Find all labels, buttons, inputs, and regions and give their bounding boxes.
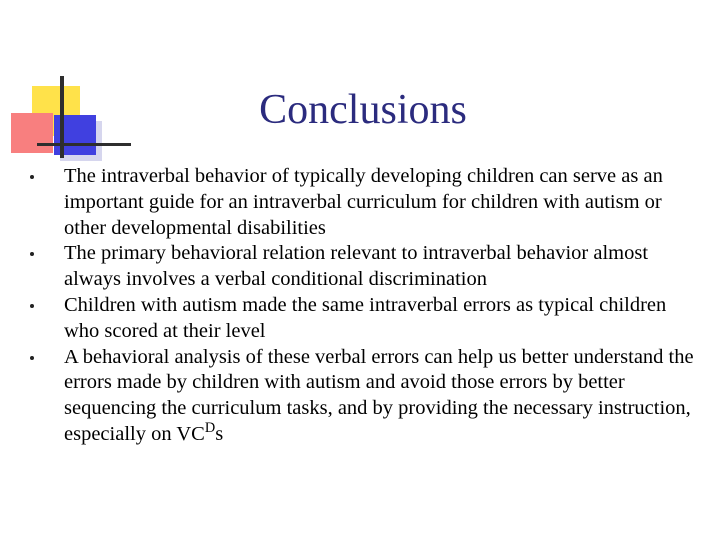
bullet-list <box>30 164 700 448</box>
bullet-dot-icon <box>30 356 34 360</box>
bullet-item <box>30 293 700 345</box>
bullet-item <box>30 241 700 293</box>
bullet-suffix: s <box>215 422 224 445</box>
slide-title: Conclusions <box>259 87 467 133</box>
bullet-superscript: D <box>204 420 216 437</box>
bullet-item <box>30 345 700 448</box>
bullet-text: A behavioral analysis of these verbal errors can help us better understand the errors made by children with autism and avoid those errors by better sequencing the curriculum tasks, and by providing the necessary instruction, especially on VC <box>64 345 694 445</box>
bullet-item <box>30 164 700 241</box>
bullet-text: Children with autism made the same intraverbal errors as typical children who scored at their level <box>64 293 667 342</box>
bullet-dot-icon <box>30 304 34 308</box>
bullet-dot-icon <box>30 252 34 256</box>
bullet-text: The primary behavioral relation relevant to intraverbal behavior almost always involves a verbal conditional discrimination <box>64 242 649 291</box>
bullet-text: The intraverbal behavior of typically developing children can serve as an important guide for an intraverbal curriculum for children with autism or other developmental disabilities <box>64 165 663 239</box>
bullet-dot-icon <box>30 175 34 179</box>
decorative-horizontal-line <box>37 143 131 146</box>
